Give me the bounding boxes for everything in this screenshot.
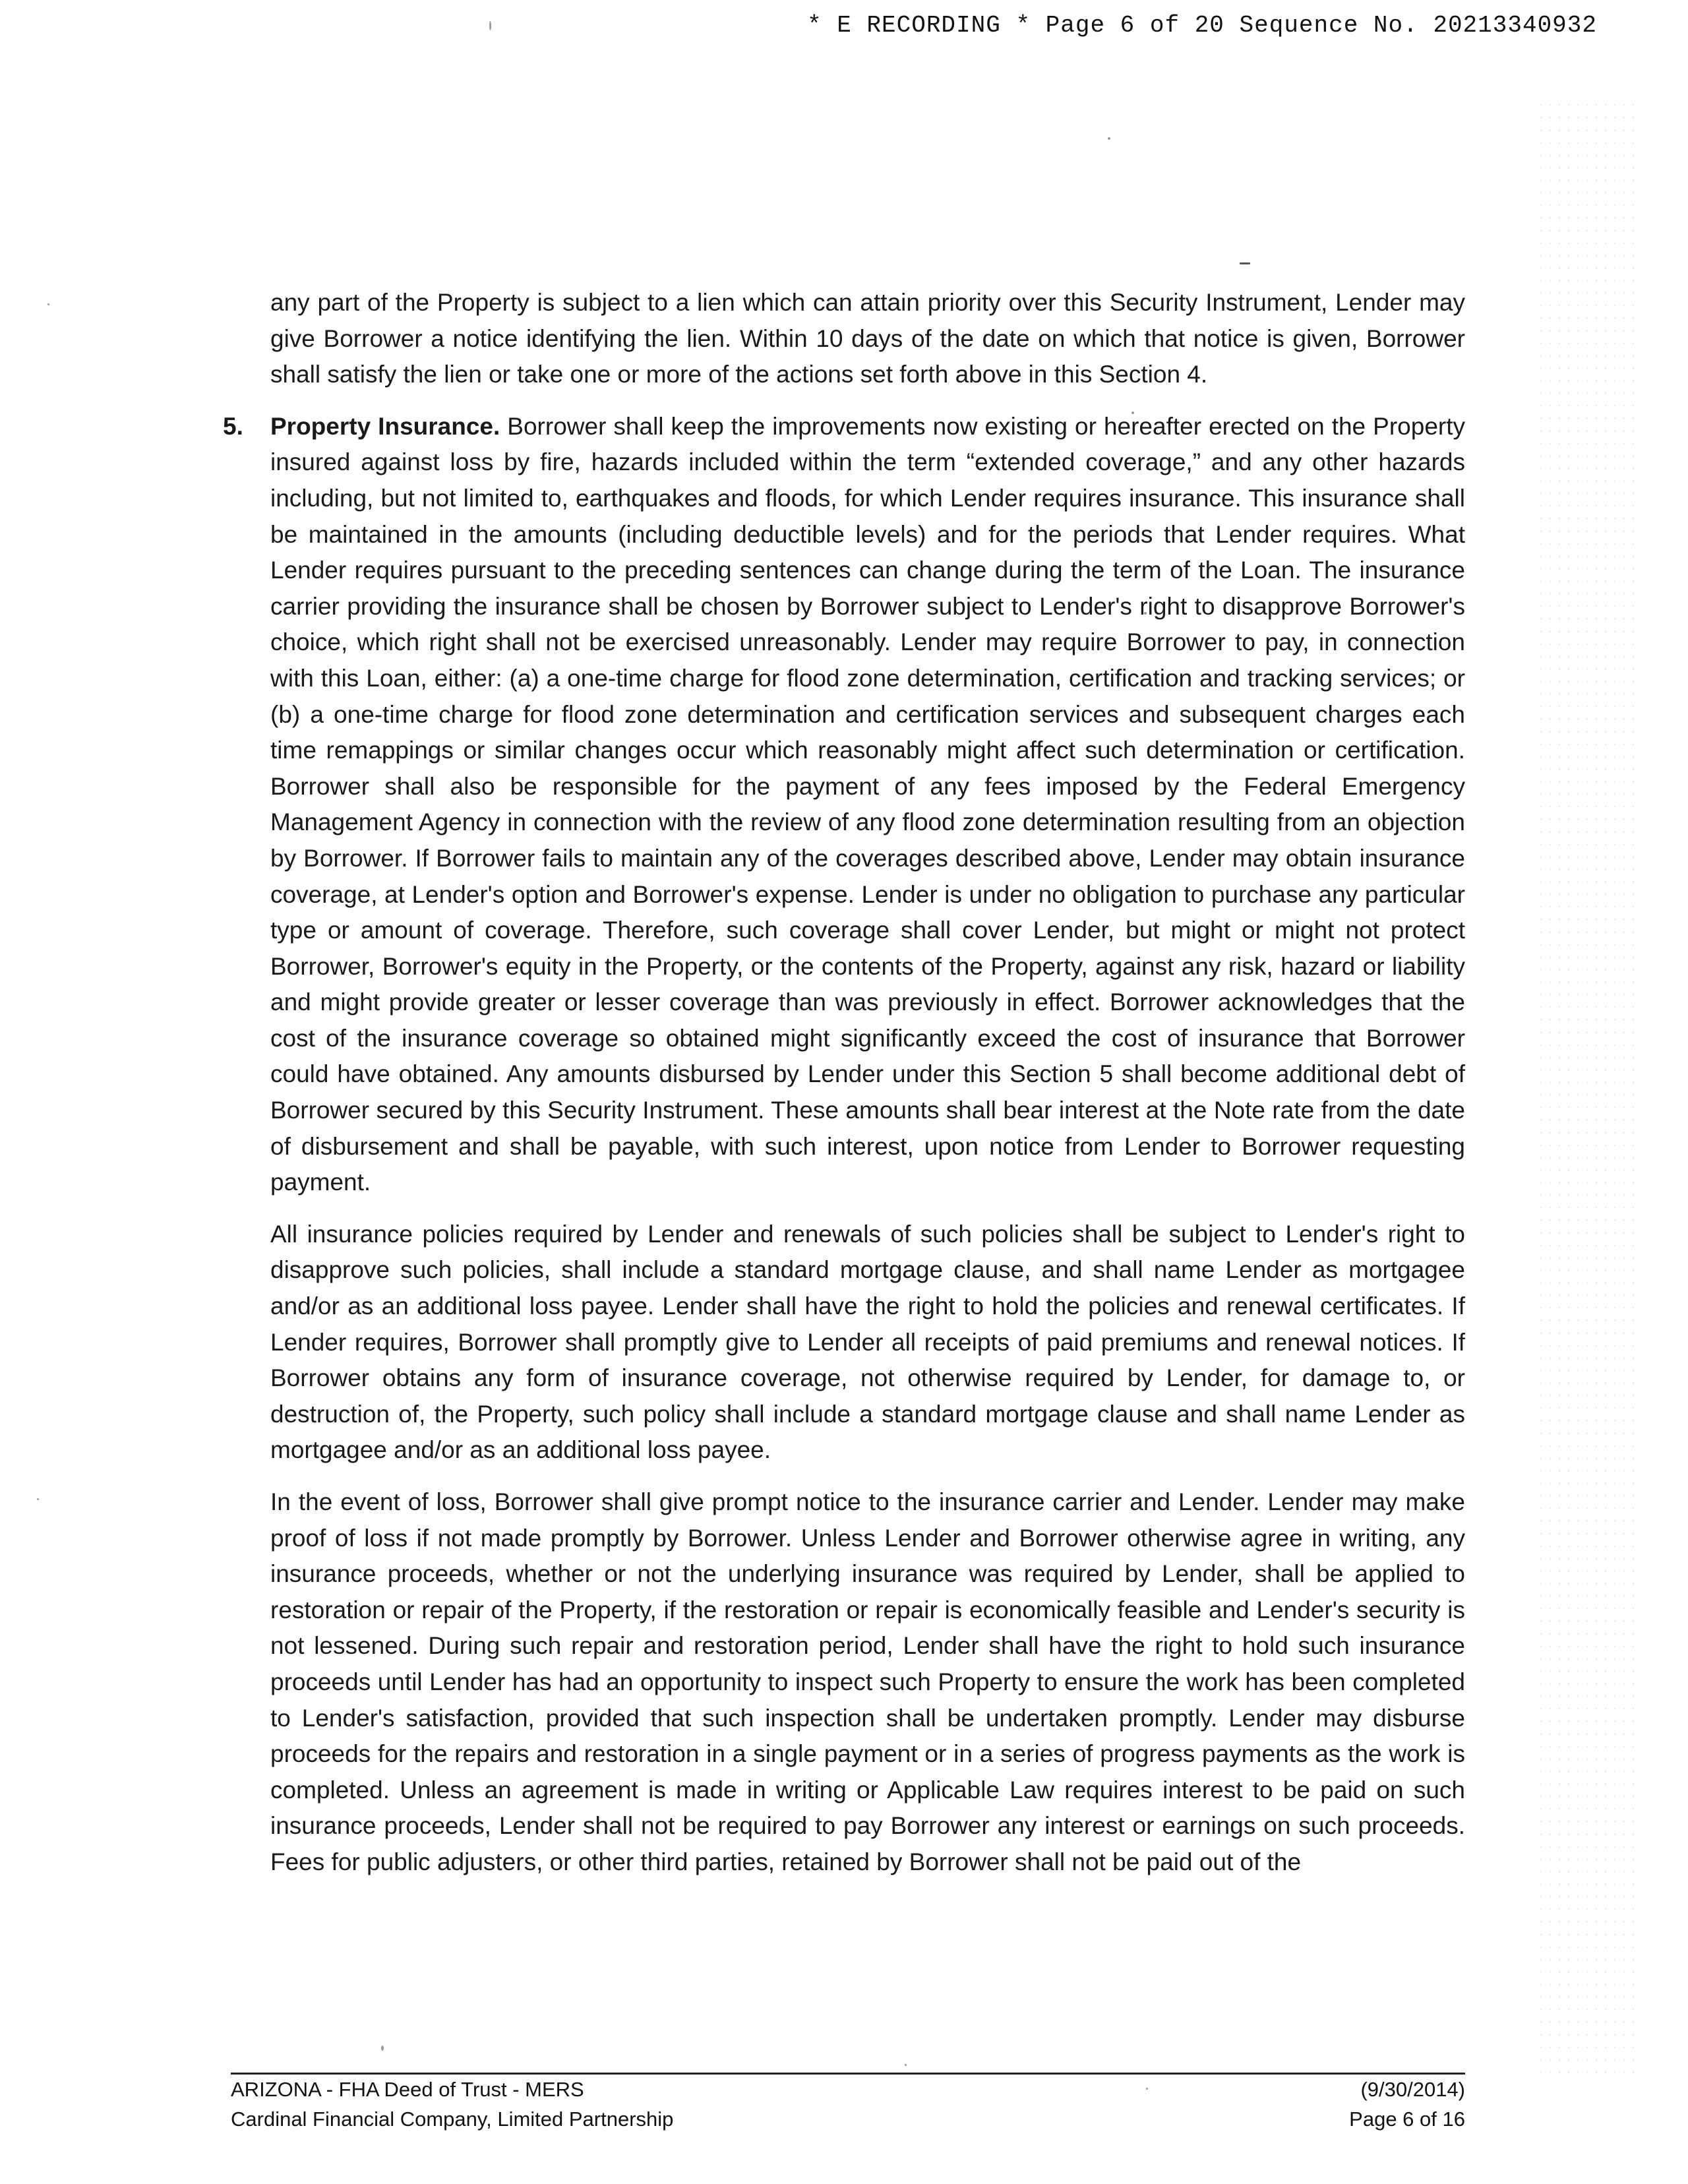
page-number: Page 6 of 16 — [1349, 2108, 1465, 2131]
document-body — [223, 285, 1465, 1896]
recording-stamp-header: * E RECORDING * Page 6 of 20 Sequence No. 20213340932 — [807, 12, 1597, 39]
section-title: Property Insurance. — [270, 412, 500, 440]
continuation-paragraph: any part of the Property is subject to a lien which can attain priority over this Security Instrument, Lender may give Borrower a notice identifying the lien. Within 10 days of the date on which that notice is given, Borrower shall satisfy the lien or take one or more of the actions set forth above in this Section 4. — [270, 289, 1465, 388]
section-text: Borrower shall keep the improvements now existing or hereafter erected on the Property insured against loss by fire, hazards included within the term “extended coverage,” and any other hazards including, but not limited to, earthquakes and floods, for which Lender requires insurance. This insurance shall be maintained in the amounts (including deductible levels) and for the periods that Lender requires. What Lender requires pursuant to the preceding sentences can change during the term of the Loan. The insurance carrier providing the insurance shall be chosen by Borrower subject to Lender's right to disapprove Borrower's choice, which right shall not be exercised unreasonably. Lender may require Borrower to pay, in connection with this Loan, either: (a) a one-time charge for flood zone determination, certification and tracking services; or (b) a one-time charge for flood zone determination and certification services and subsequent charges each time remappings or similar changes occur which reasonably might affect such determination or certification. Borrower shall also be responsible for the payment of any fees imposed by the Federal Emergency Management Agency in connection with the review of any flood zone determination resulting from an objection by Borrower. If Borrower fails to maintain any of the coverages described above, Lender may obtain insurance coverage, at Lender's option and Borrower's expense. Lender is under no obligation to purchase any particular type or amount of coverage. Therefore, such coverage shall cover Lender, but might or might not protect Borrower, Borrower's equity in the Property, or the contents of the Property, against any risk, hazard or liability and might provide greater or lesser coverage than was previously in effect. Borrower acknowledges that the cost of the insurance coverage so obtained might significantly exceed the cost of insurance that Borrower could have obtained. Any amounts disbursed by Lender under this Section 5 shall become additional debt of Borrower secured by this Security Instrument. These amounts shall bear interest at the Note rate from the date of disbursement and shall be payable, with such interest, upon notice from Lender to Borrower requesting payment. — [270, 412, 1465, 1196]
scan-speck — [1240, 262, 1250, 264]
scan-speck — [489, 21, 491, 30]
scan-speck — [37, 1498, 39, 1500]
scan-speck — [47, 303, 49, 305]
scan-noise — [1536, 99, 1642, 2077]
section-number: 5. — [223, 412, 243, 440]
section-5 — [223, 409, 1465, 1201]
scan-speck — [905, 2064, 907, 2066]
company-name: Cardinal Financial Company, Limited Partnership — [231, 2108, 674, 2131]
document-footer — [231, 2073, 1465, 2134]
scan-speck — [1108, 137, 1110, 140]
footer-row — [231, 2104, 1465, 2134]
event-of-loss-paragraph: In the event of loss, Borrower shall give prompt notice to the insurance carrier and Lender. Lender may make proof of loss if not made promptly by Borrower. Unless Lender and Borrower otherwise agree in writing, any insurance proceeds, whether or not the underlying insurance was required by Lender, shall be applied to restoration or repair of the Property, if the restoration or repair is economically feasible and Lender's security is not lessened. During such repair and restoration period, Lender shall have the right to hold such insurance proceeds until Lender has had an opportunity to inspect such Property to ensure the work has been completed to Lender's satisfaction, provided that such inspection shall be undertaken promptly. Lender may disburse proceeds for the repairs and restoration in a single payment or in a series of progress payments as the work is completed. Unless an agreement is made in writing or Applicable Law requires interest to be paid on such insurance proceeds, Lender shall not be required to pay Borrower any interest or earnings on such proceeds. Fees for public adjusters, or other third parties, retained by Borrower shall not be paid out of the — [270, 1488, 1465, 1875]
scan-speck — [381, 2046, 384, 2051]
footer-row — [231, 2075, 1465, 2104]
form-name: ARIZONA - FHA Deed of Trust - MERS — [231, 2078, 584, 2101]
insurance-policies-paragraph: All insurance policies required by Lender and renewals of such policies shall be subject to Lender's right to disapprove such policies, shall include a standard mortgage clause, and shall name Lender as mortgagee and/or as an additional loss payee. Lender shall have the right to hold the policies and renewal certificates. If Lender requires, Borrower shall promptly give to Lender all receipts of paid premiums and renewal notices. If Borrower obtains any form of insurance coverage, not otherwise required by Lender, for damage to, or destruction of, the Property, such policy shall include a standard mortgage clause and shall name Lender as mortgagee and/or as an additional loss payee. — [270, 1220, 1465, 1464]
form-date: (9/30/2014) — [1360, 2078, 1465, 2101]
